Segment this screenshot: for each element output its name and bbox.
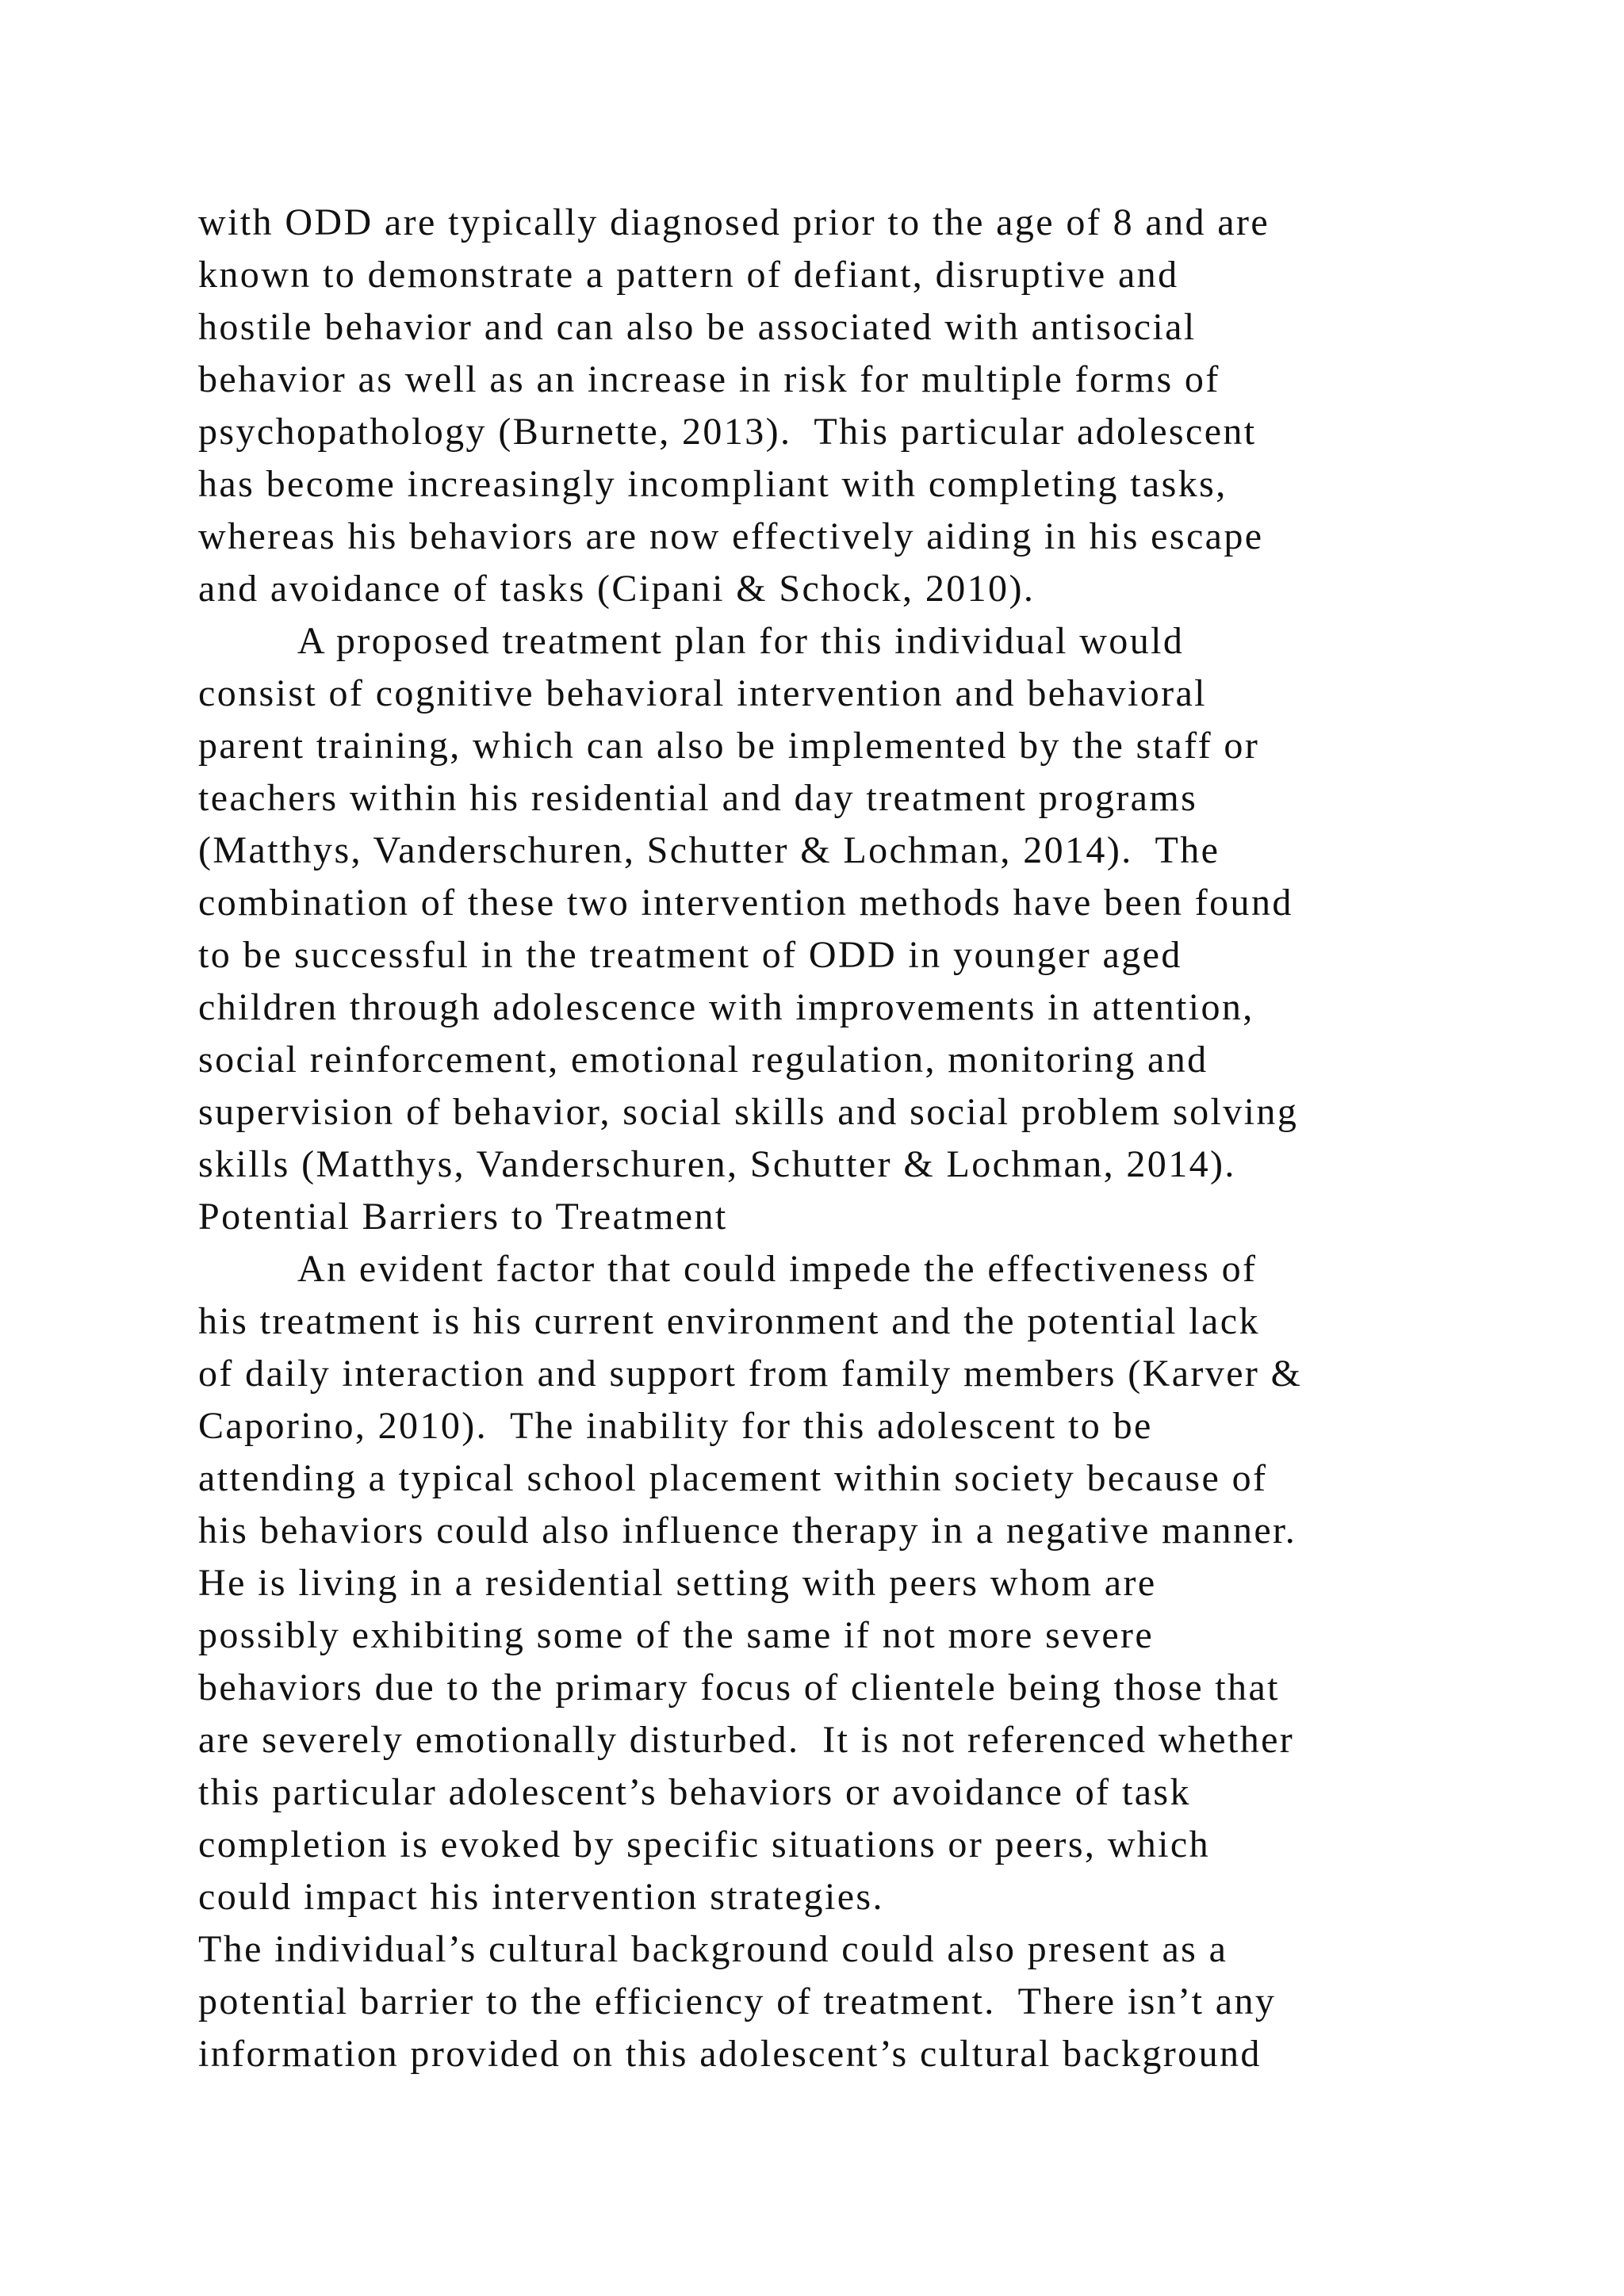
text-line: could impact his intervention strategies.: [198, 1876, 884, 1918]
text-line: behavior as well as an increase in risk for multiple forms of: [198, 358, 1220, 400]
text-line: information provided on this adolescent’s cultural background: [198, 2033, 1262, 2075]
text-line: his behaviors could also influence therapy in a negative manner.: [198, 1510, 1297, 1552]
text-line: completion is evoked by specific situations or peers, which: [198, 1823, 1210, 1866]
text-line: consist of cognitive behavioral intervention and behavioral: [198, 672, 1207, 714]
text-line: and avoidance of tasks (Cipani & Schock, 2010).: [198, 568, 1036, 610]
paragraph-first-line: A proposed treatment plan for this individual would: [297, 620, 1185, 662]
text-line: skills (Matthys, Vanderschuren, Schutter & Lochman, 2014).: [198, 1143, 1236, 1185]
text-line: supervision of behavior, social skills and social problem solving: [198, 1091, 1299, 1133]
text-line: He is living in a residential setting with peers whom are: [198, 1562, 1157, 1604]
text-line: Caporino, 2010). The inability for this adolescent to be: [198, 1405, 1153, 1447]
text-line: of daily interaction and support from family members (Karver &: [198, 1353, 1303, 1395]
text-line: potential barrier to the efficiency of treatment. There isn’t any: [198, 1980, 1277, 2022]
text-line: The individual’s cultural background could also present as a: [198, 1928, 1228, 1970]
text-line: known to demonstrate a pattern of defiant, disruptive and: [198, 254, 1179, 296]
text-line: has become increasingly incompliant with completing tasks,: [198, 463, 1228, 505]
text-line: (Matthys, Vanderschuren, Schutter & Lochman, 2014). The: [198, 829, 1220, 871]
text-line: parent training, which can also be implemented by the staff or: [198, 725, 1260, 767]
text-line: behaviors due to the primary focus of clientele being those that: [198, 1667, 1280, 1709]
text-line: are severely emotionally disturbed. It is not referenced whether: [198, 1719, 1295, 1761]
text-line: teachers within his residential and day treatment programs: [198, 777, 1198, 819]
text-line: attending a typical school placement within society because of: [198, 1457, 1268, 1499]
text-line: to be successful in the treatment of ODD in younger aged: [198, 934, 1182, 976]
text-line: this particular adolescent’s behaviors or avoidance of task: [198, 1771, 1191, 1813]
text-line: children through adolescence with improvements in attention,: [198, 986, 1254, 1028]
text-line: possibly exhibiting some of the same if not more severe: [198, 1614, 1155, 1656]
text-line: combination of these two intervention methods have been found: [198, 882, 1293, 924]
text-line: his treatment is his current environment and the potential lack: [198, 1300, 1260, 1342]
text-line: social reinforcement, emotional regulation, monitoring and: [198, 1039, 1208, 1081]
text-line: with ODD are typically diagnosed prior to the age of 8 and are: [198, 201, 1270, 243]
section-heading: Potential Barriers to Treatment: [198, 1196, 728, 1238]
text-line: hostile behavior and can also be associated with antisocial: [198, 306, 1197, 348]
text-line: whereas his behaviors are now effectively aiding in his escape: [198, 515, 1264, 557]
paragraph-first-line: An evident factor that could impede the effectiveness of: [297, 1248, 1258, 1290]
text-line: psychopathology (Burnette, 2013). This particular adolescent: [198, 411, 1257, 453]
